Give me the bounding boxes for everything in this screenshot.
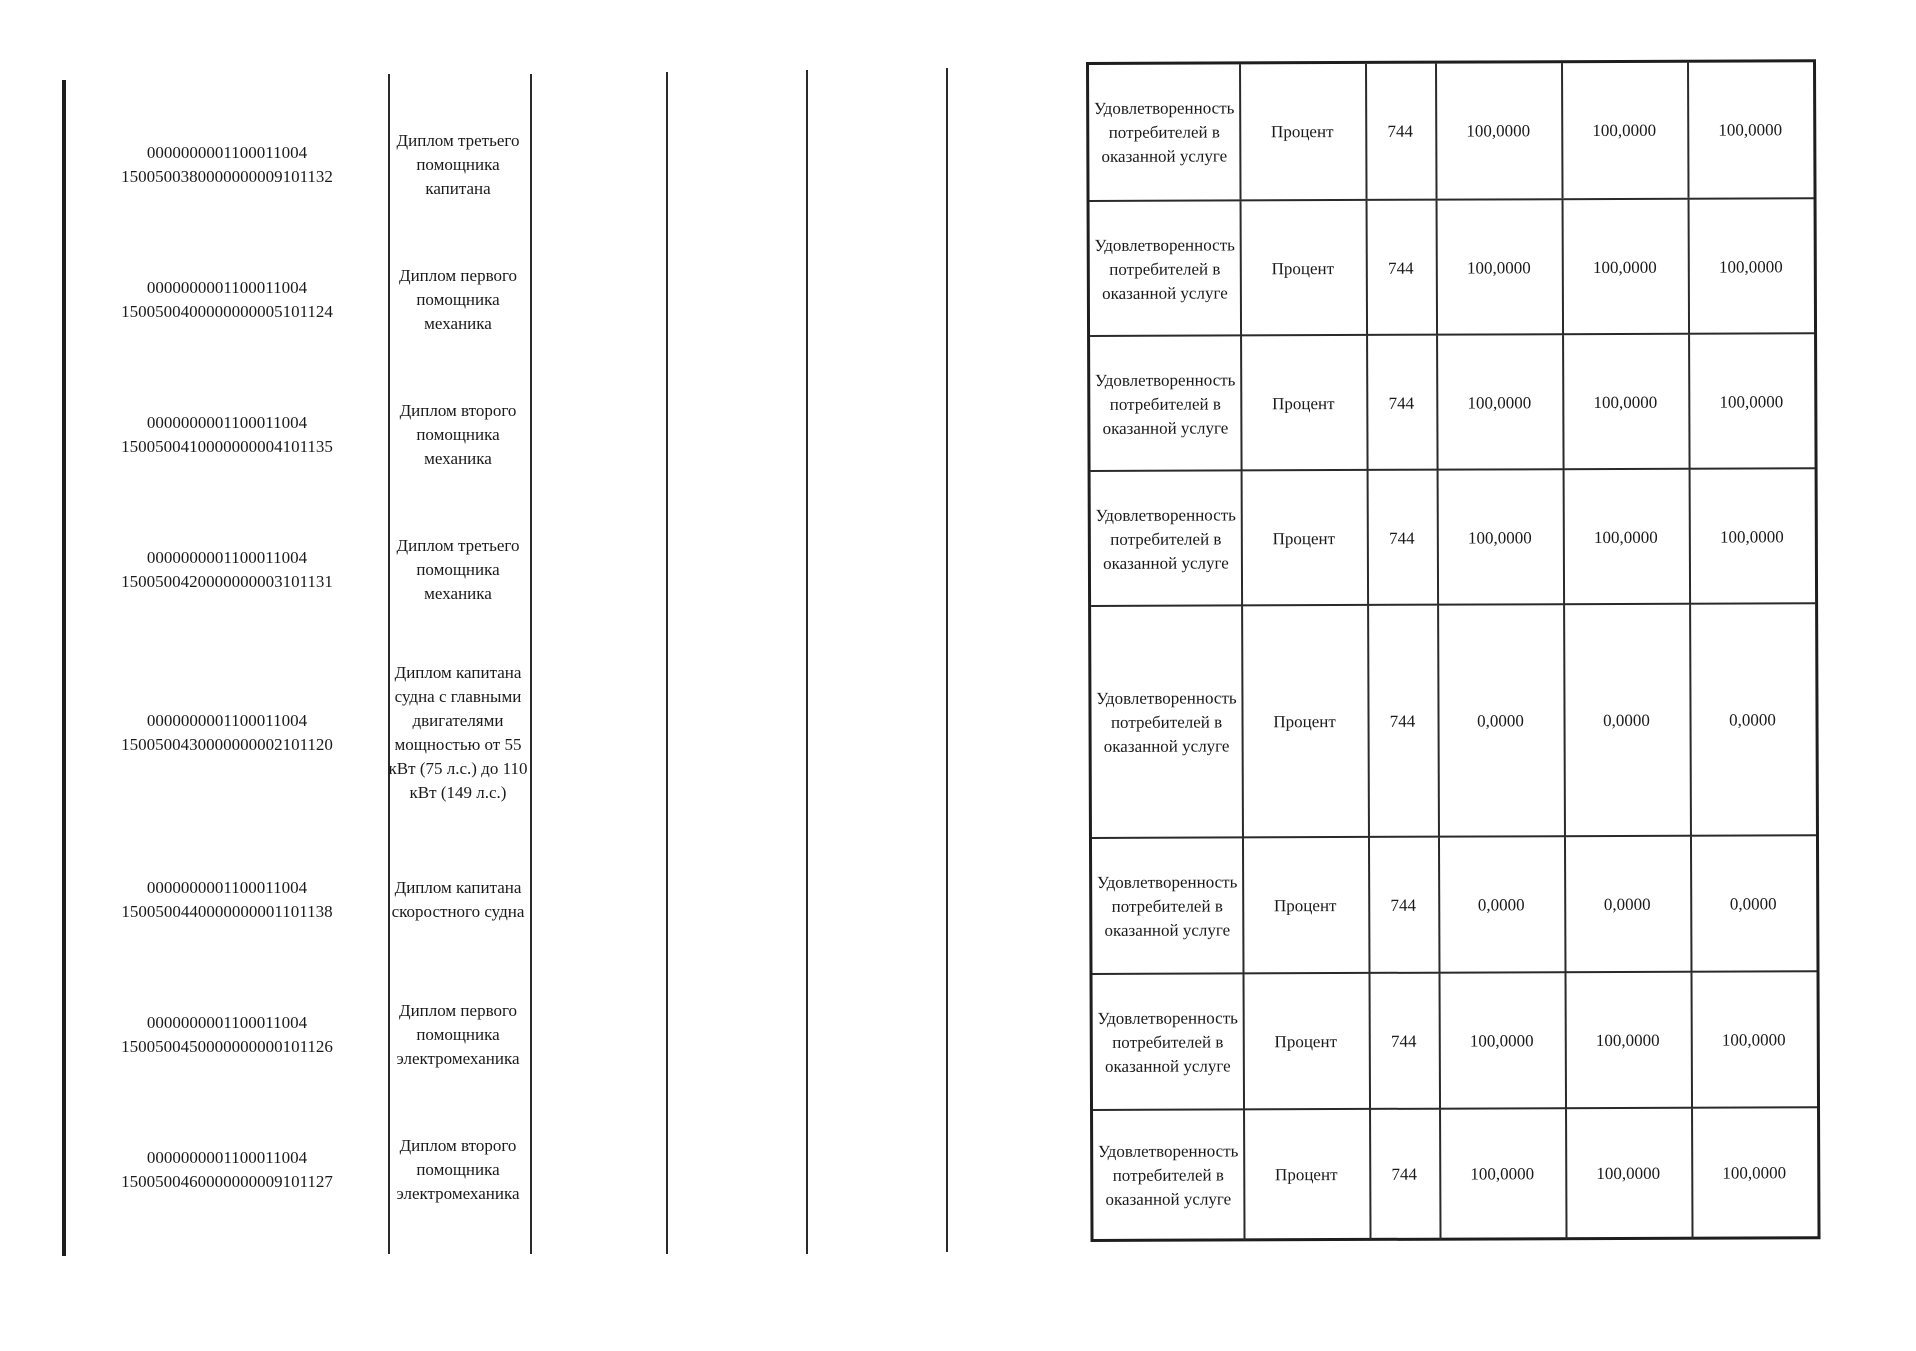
row-code: [62, 370, 392, 500]
indicator-cell: Удовлетворенность потребителей в оказанной услуге: [1095, 504, 1236, 573]
unit-cell: Процент: [1272, 528, 1336, 548]
value-cell-3: 100,0000: [1719, 391, 1784, 412]
value-cell-1: 0,0000: [1477, 895, 1525, 915]
value-cell-1: 100,0000: [1467, 527, 1532, 548]
row-name: Диплом второго помощника электромеханика: [396, 1136, 520, 1203]
value-cell-2: 100,0000: [1595, 1030, 1660, 1051]
row-name: Диплом капитана скоростного судна: [391, 878, 525, 921]
row-code: [62, 505, 392, 635]
row-code-line1: 0000000001100011004: [146, 1148, 308, 1167]
indicators-table: [1086, 59, 1821, 1242]
row-code-line2: 1500500430000000002101120: [121, 734, 333, 754]
row-code-line2: 1500500410000000004101135: [121, 437, 333, 456]
indicator-cell: Удовлетворенность потребителей в оказанной услуге: [1096, 688, 1237, 756]
unit-cell: Процент: [1273, 712, 1336, 732]
okei-code-cell: 744: [1390, 1031, 1417, 1051]
value-cell-1: 100,0000: [1466, 257, 1531, 278]
okei-code-cell: 744: [1390, 895, 1417, 915]
okei-code-cell: 744: [1388, 393, 1415, 413]
value-cell-3: 100,0000: [1718, 119, 1783, 140]
table-row: [1090, 197, 1815, 337]
row-code: [62, 235, 392, 365]
value-cell-3: 100,0000: [1722, 1163, 1787, 1183]
row-code-line1: 0000000001100011004: [146, 278, 308, 297]
value-cell-2: 0,0000: [1603, 894, 1651, 915]
row-name: Диплом первого помощника электромеханика: [396, 1001, 520, 1068]
row-code: [62, 640, 392, 825]
value-cell-1: 100,0000: [1466, 120, 1531, 141]
value-cell-3: 0,0000: [1729, 710, 1776, 730]
table-row: [1090, 332, 1815, 472]
unit-cell: Процент: [1275, 1165, 1338, 1185]
row-code-line1: 0000000001100011004: [146, 878, 308, 897]
row-code: [62, 100, 392, 230]
value-cell-1: 0,0000: [1477, 711, 1524, 731]
row-name: Диплом первого помощника механика: [398, 266, 518, 333]
indicator-cell: Удовлетворенность потребителей в оказанной услуге: [1093, 97, 1235, 166]
value-cell-2: 0,0000: [1603, 710, 1650, 731]
row-code-line2: 1500500400000000005101124: [121, 302, 333, 321]
row-code: [62, 1105, 392, 1235]
table-row: [1092, 970, 1817, 1111]
table-row: [1091, 602, 1816, 839]
table-row: [1089, 62, 1814, 200]
column-divider-4: [806, 70, 808, 1254]
okei-code-cell: 744: [1389, 528, 1415, 548]
value-cell-2: 100,0000: [1593, 527, 1658, 547]
indicator-cell: Удовлетворенность потребителей в оказанной услуге: [1097, 1141, 1239, 1209]
table-row: [1093, 1106, 1818, 1241]
row-name: Диплом второго помощника механика: [399, 401, 517, 468]
unit-cell: Процент: [1274, 1032, 1338, 1052]
row-code-line1: 0000000001100011004: [146, 710, 308, 730]
value-cell-1: 100,0000: [1467, 392, 1532, 413]
row-code-line1: 0000000001100011004: [146, 413, 308, 432]
okei-code-cell: 744: [1387, 121, 1414, 141]
okei-code-cell: 744: [1389, 711, 1416, 731]
okei-code-cell: 744: [1388, 258, 1414, 278]
row-code-line1: 0000000001100011004: [146, 143, 308, 162]
row-name: Диплом капитана судна с главными двигателями мощностью от 55 кВт (75 л.с.) до 110 кВт (149 л.с.): [388, 662, 528, 802]
value-cell-3: 100,0000: [1719, 526, 1784, 547]
unit-cell: Процент: [1271, 258, 1335, 278]
indicator-cell: Удовлетворенность потребителей в оказанной услуге: [1096, 872, 1238, 940]
column-divider-5: [946, 68, 948, 1252]
indicator-cell: Удовлетворенность потребителей в оказанной услуге: [1094, 234, 1235, 303]
row-name: Диплом третьего помощника капитана: [396, 131, 520, 198]
row-code-line2: 1500500380000000009101132: [121, 167, 333, 186]
value-cell-2: 100,0000: [1592, 257, 1657, 277]
column-divider-3: [666, 72, 668, 1254]
value-cell-2: 100,0000: [1593, 392, 1658, 412]
value-cell-2: 100,0000: [1596, 1163, 1661, 1184]
indicator-cell: Удовлетворенность потребителей в оказанной услуге: [1094, 369, 1236, 438]
value-cell-1: 100,0000: [1469, 1031, 1534, 1051]
table-row: [1092, 834, 1817, 975]
unit-cell: Процент: [1270, 121, 1334, 141]
table-row: [1091, 467, 1816, 607]
row-code: [62, 970, 392, 1100]
row-code-line1: 0000000001100011004: [146, 548, 308, 567]
row-code-line2: 1500500450000000000101126: [121, 1037, 333, 1056]
row-code-line1: 0000000001100011004: [146, 1013, 308, 1032]
row-name: Диплом третьего помощника механика: [396, 536, 520, 603]
row-code-line2: 1500500460000000009101127: [121, 1172, 333, 1191]
indicator-cell: Удовлетворенность потребителей в оказанной услуге: [1097, 1008, 1238, 1076]
value-cell-3: 100,0000: [1721, 1030, 1786, 1050]
row-code: [62, 835, 392, 965]
unit-cell: Процент: [1272, 393, 1335, 413]
value-cell-2: 100,0000: [1592, 120, 1657, 140]
unit-cell: Процент: [1273, 896, 1337, 916]
row-code-line2: 1500500420000000003101131: [121, 572, 333, 591]
value-cell-1: 100,0000: [1470, 1164, 1535, 1184]
column-divider-2: [530, 74, 532, 1254]
value-cell-3: 100,0000: [1718, 256, 1783, 277]
value-cell-3: 0,0000: [1729, 894, 1777, 914]
row-code-line2: 1500500440000000001101138: [121, 902, 333, 921]
okei-code-cell: 744: [1391, 1164, 1418, 1184]
